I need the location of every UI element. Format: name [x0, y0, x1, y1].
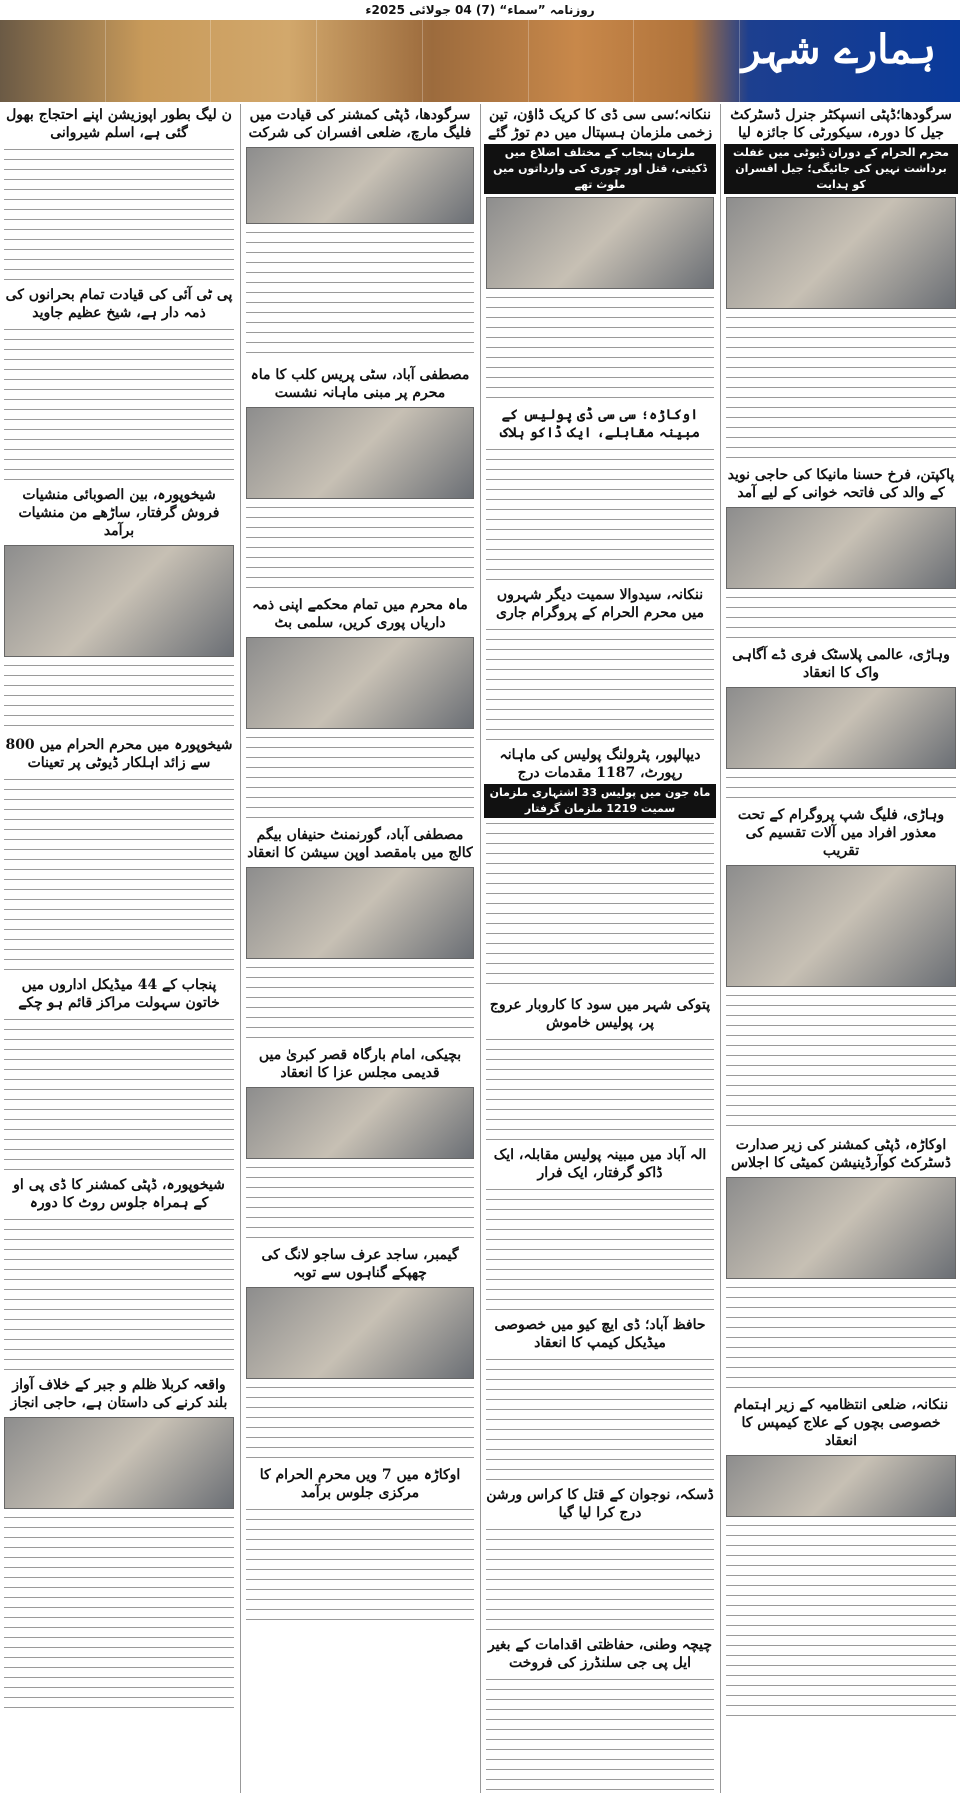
news-story [244, 1044, 476, 1240]
story-photo [726, 1177, 956, 1279]
story-body-text [2, 144, 236, 280]
story-headline: حافظ آباد؛ ڈی ایچ کیو میں خصوصی میڈیکل کیمپ کا انعقاد [494, 1317, 706, 1351]
story-body-text [724, 1520, 958, 1724]
news-story [484, 1314, 716, 1480]
story-body-text [484, 1034, 716, 1140]
story-photo [726, 197, 956, 309]
news-column-2 [482, 104, 718, 1793]
story-body-text [244, 1504, 476, 1620]
story-headline: اوکاڑہ، ڈپٹی کمشنر کی زیر صدارت ڈسٹرکٹ کوآرڈینیشن کمیٹی کا اجلاس [731, 1137, 951, 1171]
story-headline: ن لیگ بطور اپوزیشن اپنے احتجاج بھول گئی ہے، اسلم شیروانی [6, 107, 232, 141]
story-headline: ننکانہ، ضلعی انتظامیہ کے زیر اہتمام خصوصی بچوں کے علاج کیمپس کا انعقاد [733, 1397, 949, 1449]
story-headline: واقعہ کربلا ظلم و جبر کے خلاف آواز بلند کرنے کی داستان ہے، حاجی انجاز [10, 1377, 228, 1411]
story-photo [726, 687, 956, 769]
story-headline: شیخوپورہ میں محرم الحرام میں 800 سے زائد اہلکار ڈیوٹی پر تعینات [5, 737, 233, 771]
story-body-text [244, 1382, 476, 1460]
story-body-text [484, 1184, 716, 1310]
news-story [2, 974, 236, 1170]
story-body-text [2, 324, 236, 480]
story-body-text [724, 312, 958, 460]
story-body-text [244, 962, 476, 1040]
news-story [244, 594, 476, 820]
news-story [484, 1144, 716, 1310]
story-headline: ڈسکہ، نوجوان کے قتل کا کراس ورشن درج کرا لیا گیا [486, 1487, 714, 1521]
news-column-3 [242, 104, 478, 1793]
story-body-text [244, 502, 476, 590]
section-title: ہمارے شہر [741, 26, 936, 73]
story-headline: وہاڑی، عالمی پلاسٹک فری ڈے آگاہی واک کا انعقاد [732, 647, 950, 681]
story-photo [726, 1455, 956, 1517]
story-photo [486, 197, 714, 289]
banner-photo-strip [0, 20, 740, 102]
story-photo [4, 1417, 234, 1509]
news-story [244, 364, 476, 590]
news-story [2, 1174, 236, 1370]
story-body-text [244, 732, 476, 820]
news-story [2, 284, 236, 480]
news-story [484, 994, 716, 1140]
story-subheadline: محرم الحرام کے دوران ڈیوٹی میں غفلت برداشت نہیں کی جائیگی؛ جیل افسران کو ہدایت [724, 144, 958, 194]
column-divider [480, 104, 481, 1793]
news-column-1 [722, 104, 960, 1793]
story-body-text [244, 1162, 476, 1240]
news-story [724, 1134, 958, 1390]
story-headline: سرگودھا؛ڈپٹی انسپکٹر جنرل ڈسٹرکٹ جیل کا دورہ، سیکورٹی کا جائزہ لیا [730, 107, 952, 141]
story-photo [4, 545, 234, 657]
news-story [484, 404, 716, 580]
story-body-text [2, 1214, 236, 1370]
story-body-text [724, 772, 958, 800]
section-banner [0, 20, 960, 102]
masthead: روزنامہ ”سماء“ (7) 04 جولائی 2025ء [365, 3, 595, 17]
story-body-text [484, 444, 716, 580]
news-story [724, 104, 958, 460]
story-body-text [724, 990, 958, 1130]
news-story [2, 734, 236, 970]
column-divider [720, 104, 721, 1793]
story-headline: وہاڑی، فلیگ شپ پروگرام کے تحت معذور افراد میں آلات تقسیم کی تقریب [737, 807, 945, 859]
story-headline: سرگودھا، ڈپٹی کمشنر کی قیادت میں فلیگ مارچ، ضلعی افسران کی شرکت [248, 107, 472, 141]
story-body-text [724, 1282, 958, 1390]
story-headline: دیپالپور، پٹرولنگ پولیس کی ماہانہ رپورٹ، 1187 مقدمات درج [499, 747, 701, 781]
story-headline: پی ٹی آئی کی قیادت تمام بحرانوں کی ذمہ دار ہے، شیخ عظیم جاوید [5, 287, 233, 321]
story-headline: مصطفی آباد، گورنمنٹ حنیفاں بیگم کالج میں بامقصد اوپن سیشن کا انعقاد [247, 827, 473, 861]
news-story [484, 104, 716, 400]
story-photo [726, 865, 956, 987]
story-photo [246, 1087, 474, 1159]
story-body-text [484, 1354, 716, 1480]
story-body-text [2, 774, 236, 970]
story-headline: شیخوپورہ، ڈپٹی کمشنر کا ڈی پی او کے ہمراہ جلوس روٹ کا دورہ [13, 1177, 225, 1211]
story-body-text [484, 818, 716, 990]
story-photo [246, 637, 474, 729]
story-headline: چیچہ وطنی، حفاظتی اقدامات کے بغیر ایل پی جی سلنڈرز کی فروخت [487, 1637, 713, 1671]
story-headline: شیخوپورہ، بین الصوبائی منشیات فروش گرفتار، ساڑھے من منشیات برآمد [18, 487, 220, 539]
story-headline: بچیکی، امام بارگاہ قصر کبریٰ میں قدیمی مجلس عزا کا انعقاد [258, 1047, 462, 1081]
news-story [244, 104, 476, 360]
story-headline: ننکانہ، سیدوالا سمیت دیگر شہروں میں محرم الحرام کے پروگرام جاری [496, 587, 704, 621]
news-story [724, 804, 958, 1130]
story-headline: پنجاب کے 44 میڈیکل اداروں میں خاتون سہولت مراکز قائم ہو چکے [18, 977, 220, 1011]
story-body-text [2, 1014, 236, 1170]
news-story [484, 744, 716, 990]
story-body-text [2, 660, 236, 730]
story-subheadline: ماہ جون میں پولیس 33 اشتہاری ملزمان سمیت 1219 ملزمان گرفتار [484, 784, 716, 818]
news-story [2, 484, 236, 730]
news-story [724, 1394, 958, 1770]
story-body-text [2, 1512, 236, 1716]
news-story [484, 1484, 716, 1630]
news-story [484, 584, 716, 740]
story-body-text [484, 1674, 716, 1790]
story-headline: ننکانہ؛سی سی ڈی کا کریک ڈاؤن، تین زخمی ملزمان ہسپتال میں دم توڑ گئے [487, 107, 713, 141]
story-headline: پتوکی شہر میں سود کا کاروبار عروج پر، پولیس خاموش [489, 997, 711, 1031]
story-headline: مصطفی آباد، سٹی پریس کلب کا ماہ محرم پر مبنی ماہانہ نشست [250, 367, 470, 401]
story-photo [726, 507, 956, 589]
story-headline: گیمبر، ساجد عرف ساجو لانگ کی چھپکے گناہوں سے توبہ [261, 1247, 459, 1281]
story-photo [246, 407, 474, 499]
story-body-text [244, 227, 476, 360]
news-story [724, 464, 958, 640]
news-column-4 [0, 104, 238, 1793]
story-body-text [484, 624, 716, 740]
news-story [2, 1374, 236, 1790]
news-story [244, 1244, 476, 1460]
story-headline: اوکاڑہ میں 7 ویں محرم الحرام کا مرکزی جلوس برآمد [259, 1467, 461, 1501]
story-body-text [484, 292, 716, 400]
news-story [244, 1464, 476, 1620]
story-subheadline: ملزمان پنجاب کے مختلف اضلاع میں ڈکیتی، قتل اور چوری کی وارداتوں میں ملوث تھے [484, 144, 716, 194]
column-divider [240, 104, 241, 1793]
news-story [724, 644, 958, 800]
news-story [2, 104, 236, 280]
story-photo [246, 867, 474, 959]
story-body-text [724, 592, 958, 640]
news-story [484, 1634, 716, 1790]
news-story [244, 824, 476, 1040]
story-body-text [484, 1524, 716, 1630]
story-headline: ماہ محرم میں تمام محکمے اپنی ذمہ داریاں پوری کریں، سلمی بٹ [252, 597, 468, 631]
story-headline: اوکاڑہ؛ سی سی ڈی پولیس کے مبینہ مقابلے، ایک ڈاکو ہلاک [500, 407, 700, 441]
story-headline: پاکپتن، فرخ حسنا مانیکا کی حاجی نوید کے والد کی فاتحہ خوانی کے لیے آمد [727, 467, 955, 501]
story-photo [246, 147, 474, 224]
story-headline: الہ آباد میں مبینہ پولیس مقابلہ، ایک ڈاکو گرفتار، ایک فرار [493, 1147, 707, 1181]
story-photo [246, 1287, 474, 1379]
